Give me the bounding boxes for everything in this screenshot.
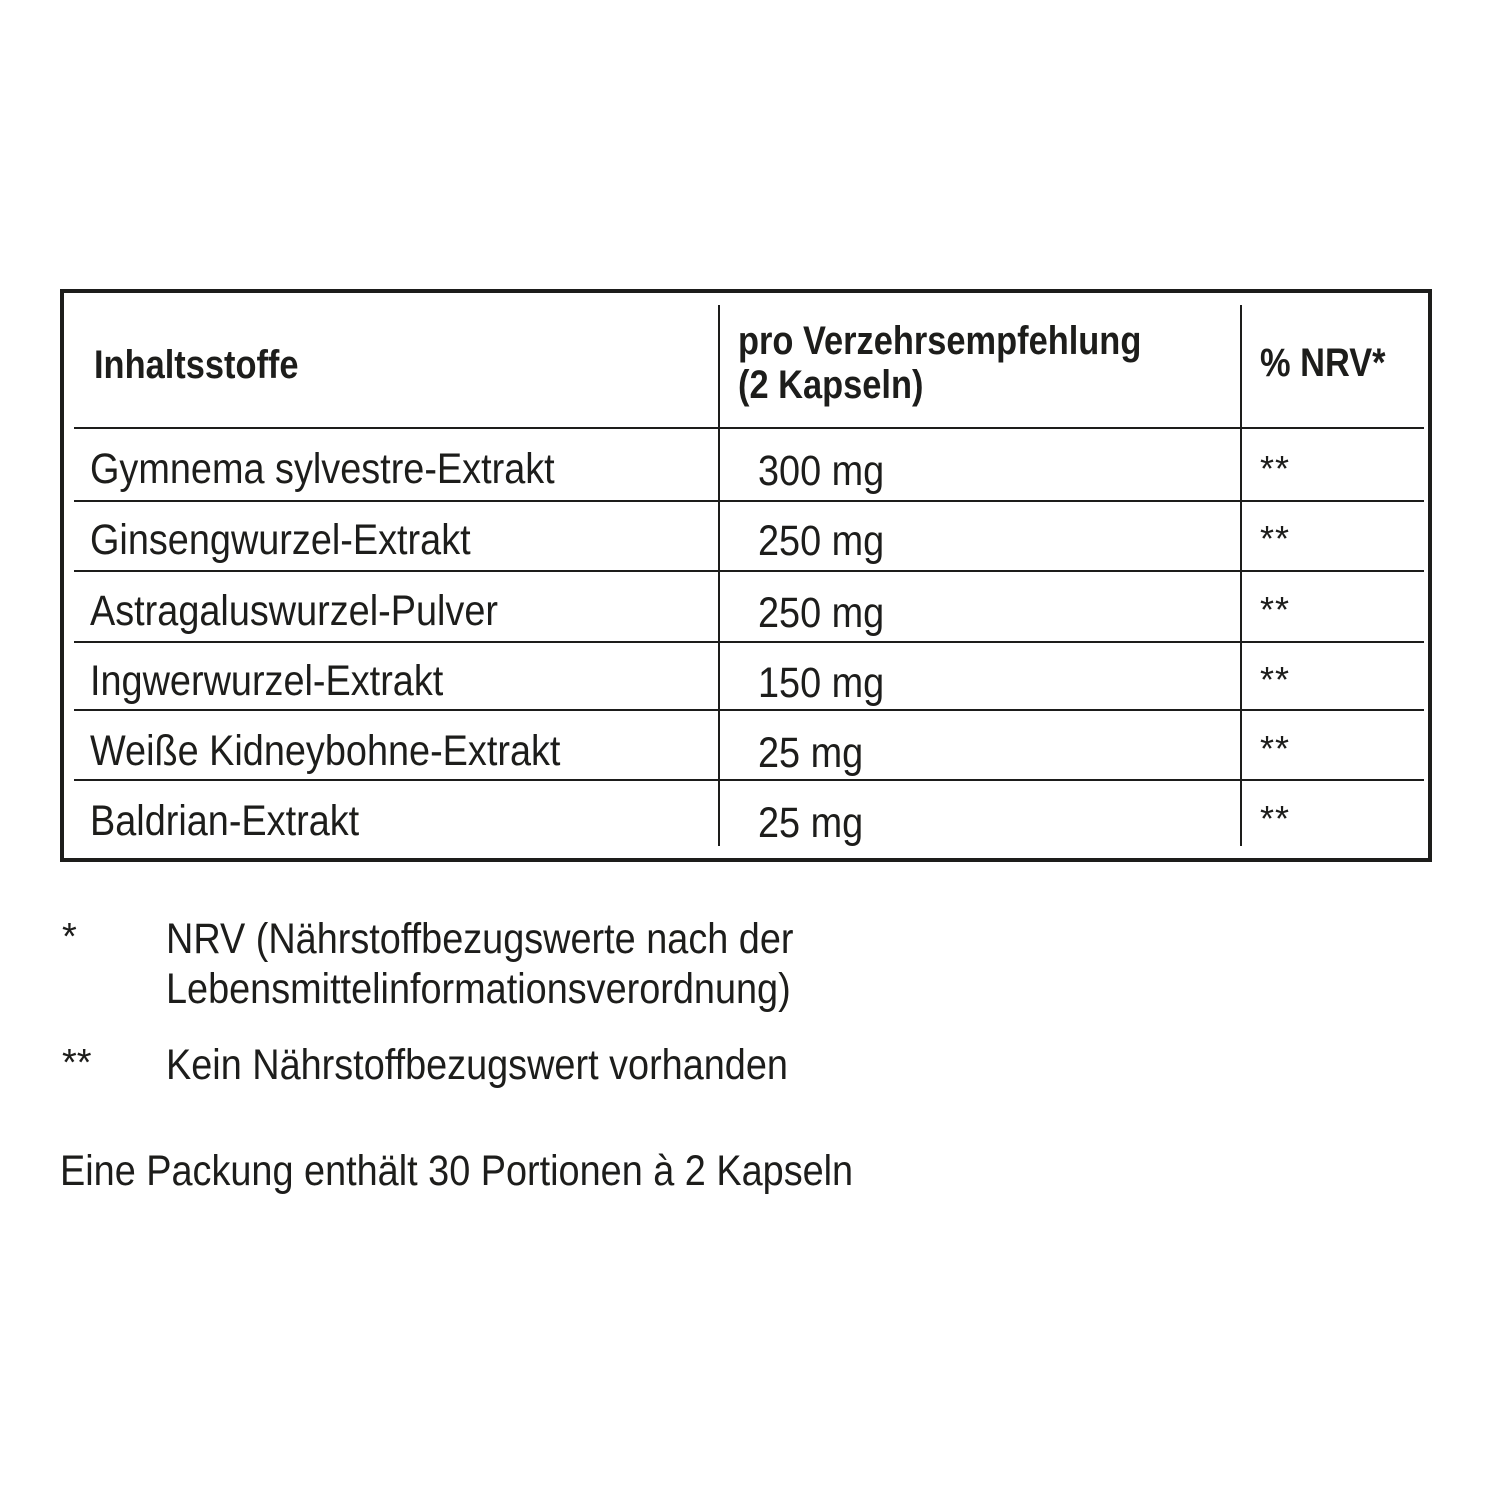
row-divider (74, 427, 1424, 429)
ingredient-amount: 150 mg (758, 659, 885, 707)
header-amount (738, 319, 1141, 407)
ingredient-amount: 25 mg (758, 729, 864, 777)
nrv-value: ** (1260, 798, 1291, 839)
column-divider (718, 305, 720, 846)
row-divider (74, 641, 1424, 643)
header-amount-line1: pro Verzehrsempfehlung (738, 319, 1142, 363)
footnote-mark: ** (62, 1042, 92, 1084)
header-ingredient: Inhaltsstoffe (94, 343, 299, 387)
ingredient-name: Astragaluswurzel-Pulver (90, 587, 498, 635)
ingredient-amount: 250 mg (758, 517, 885, 565)
ingredient-name: Gymnema sylvestre-Extrakt (90, 445, 555, 493)
ingredient-name: Weiße Kidneybohne-Extrakt (90, 727, 561, 775)
package-note: Eine Packung enthält 30 Portionen à 2 Kapseln (60, 1147, 854, 1195)
nutrition-table (60, 289, 1432, 862)
ingredient-amount: 300 mg (758, 447, 885, 495)
ingredient-name: Ginsengwurzel-Extrakt (90, 516, 471, 564)
nrv-value: ** (1260, 728, 1291, 769)
footnote-nrv (166, 914, 793, 1014)
row-divider (74, 779, 1424, 781)
row-divider (74, 500, 1424, 502)
nrv-value: ** (1260, 659, 1291, 700)
nrv-value: ** (1260, 448, 1291, 489)
header-nrv: % NRV* (1260, 341, 1386, 385)
ingredient-name: Ingwerwurzel-Extrakt (90, 657, 444, 705)
footnote-text-line2: Lebensmittelinformationsverordnung) (166, 965, 791, 1013)
ingredient-amount: 25 mg (758, 799, 864, 847)
row-divider (74, 709, 1424, 711)
ingredient-amount: 250 mg (758, 589, 885, 637)
footnote-mark: * (62, 916, 77, 958)
nrv-value: ** (1260, 589, 1291, 630)
footnote-no-nrv: Kein Nährstoffbezugswert vorhanden (166, 1041, 788, 1089)
column-divider (1240, 305, 1242, 846)
ingredient-name: Baldrian-Extrakt (90, 797, 360, 845)
row-divider (74, 570, 1424, 572)
header-amount-line2: (2 Kapseln) (738, 363, 924, 407)
nrv-value: ** (1260, 518, 1291, 559)
footnote-text-line1: NRV (Nährstoffbezugswerte nach der (166, 915, 794, 963)
